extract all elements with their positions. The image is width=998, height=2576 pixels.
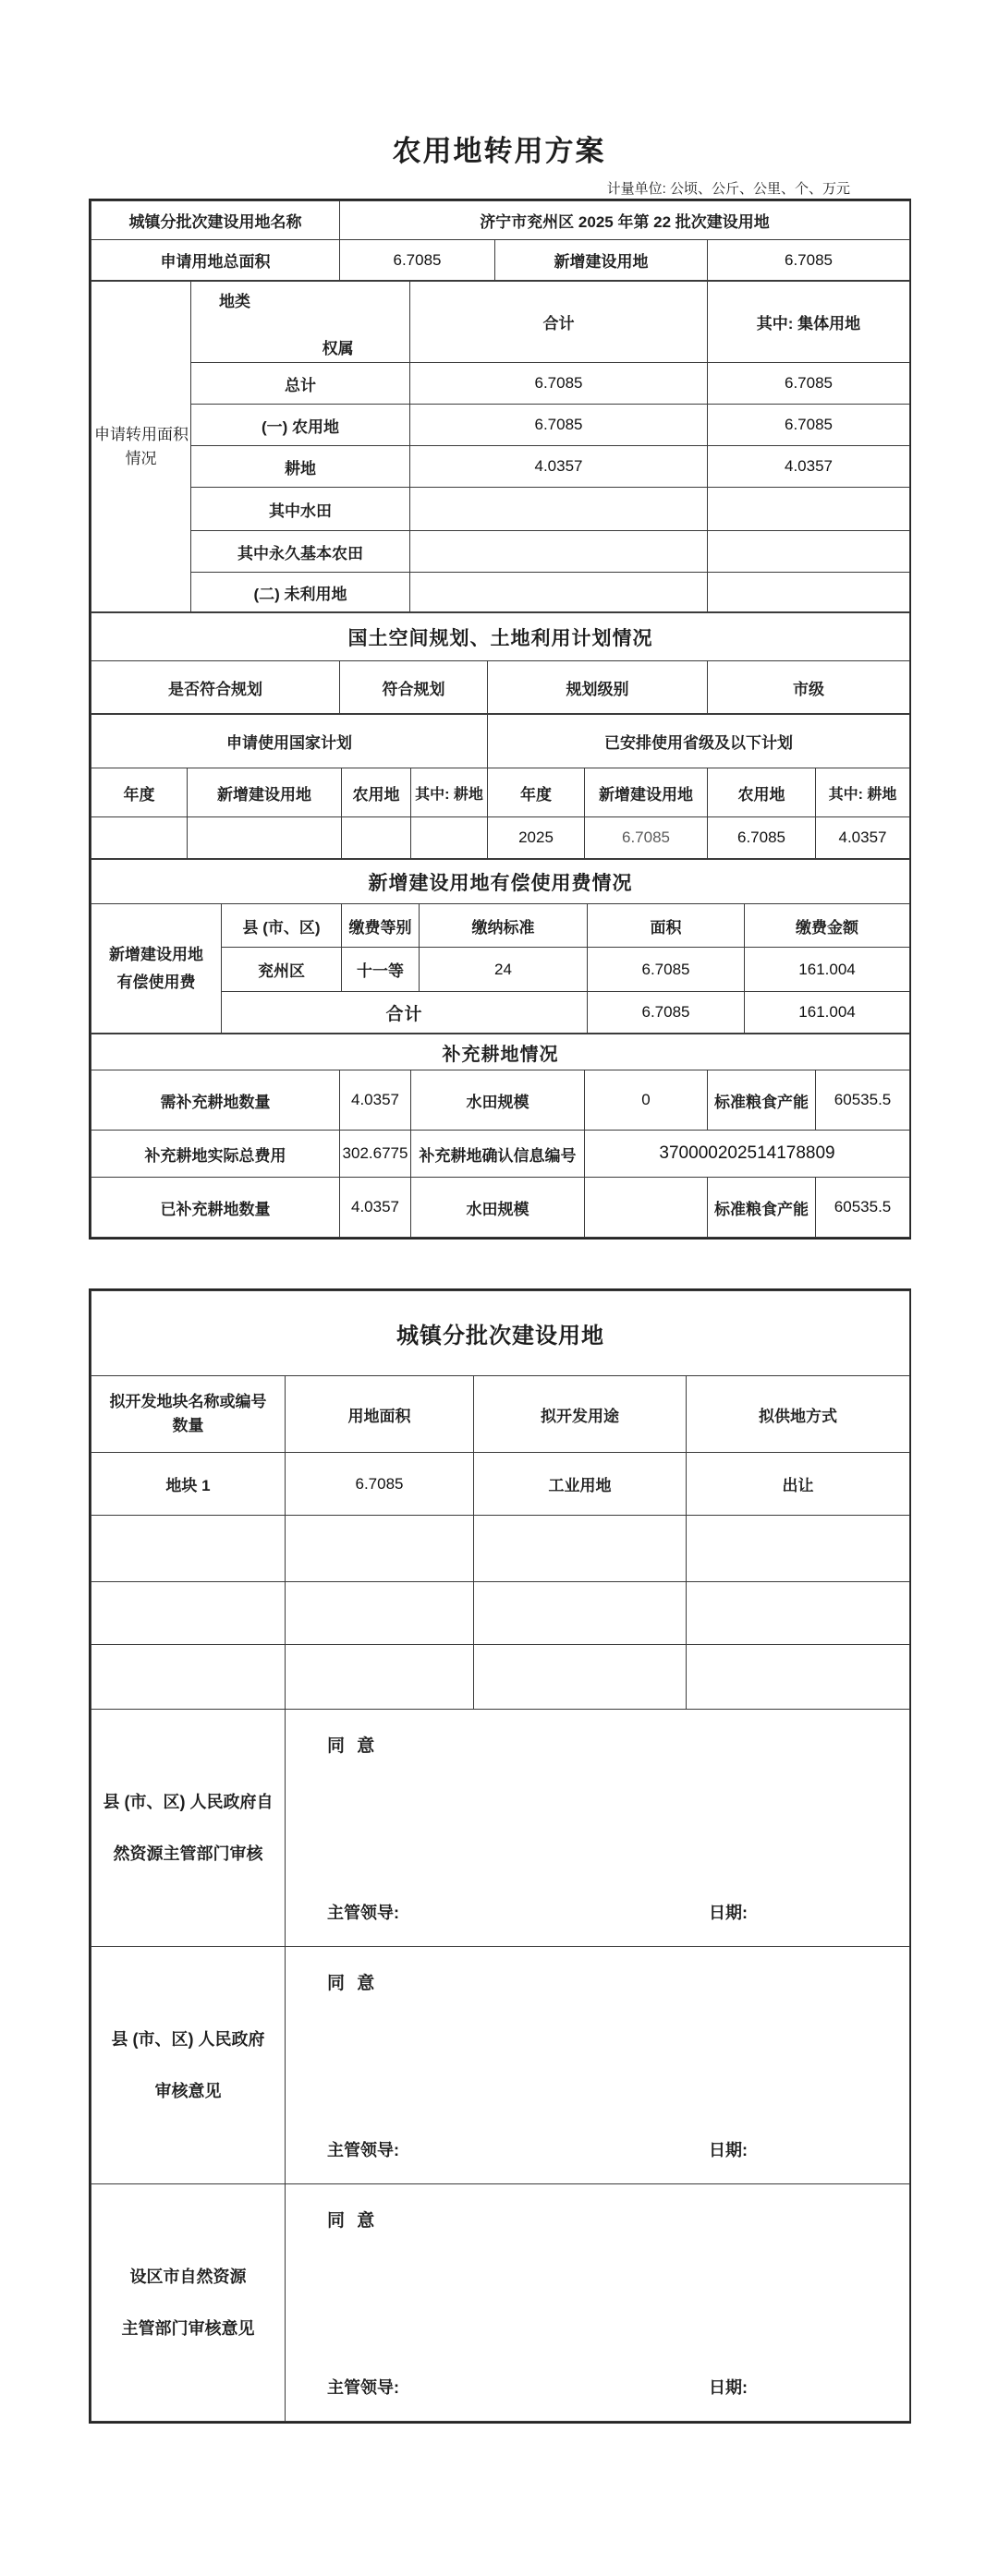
needed-label: 需补充耕地数量	[91, 1070, 340, 1131]
parcel-supply	[687, 1645, 910, 1710]
main-form-table	[89, 199, 911, 1240]
parcel-purpose	[474, 1582, 687, 1645]
parcel-name	[91, 1645, 286, 1710]
parcel-header-area: 用地面积	[286, 1376, 474, 1453]
approval-row-city-bureau	[91, 2184, 910, 2422]
approval-row-county-bureau	[91, 1710, 910, 1947]
table-row	[91, 446, 910, 488]
fee-header-area: 面积	[588, 904, 745, 948]
table-row	[91, 405, 910, 446]
approval-opinion: 同 意	[327, 1736, 379, 1756]
row-collective: 6.7085	[708, 405, 910, 446]
fee-side-label: 新增建设用地 有偿使用费	[91, 904, 222, 1034]
capacity-label: 标准粮食产能	[708, 1070, 816, 1131]
fee-total-area: 6.7085	[588, 992, 745, 1034]
row-collective: 4.0357	[708, 446, 910, 488]
approval-label: 设区市自然资源 主管部门审核意见	[91, 2184, 286, 2422]
page-title: 农用地转用方案	[392, 135, 606, 167]
fee-area: 6.7085	[588, 948, 745, 992]
row-total	[410, 573, 708, 612]
row-total: 6.7085	[410, 405, 708, 446]
supplement-row-done	[91, 1178, 910, 1238]
parcel-row-empty	[91, 1582, 910, 1645]
col-header-total: 合计	[410, 282, 708, 363]
unit-note: 计量单位: 公顷、公斤、公里、个、万元	[606, 181, 850, 197]
paddy-value	[585, 1178, 708, 1238]
plan-level-value: 市级	[708, 661, 910, 714]
parcel-purpose	[474, 1645, 687, 1710]
cost-value: 302.6775	[340, 1131, 411, 1178]
plan-subheader-row	[91, 768, 910, 817]
cost-label: 补充耕地实际总费用	[91, 1131, 340, 1178]
row-total	[410, 531, 708, 573]
subheader-cultivated: 其中: 耕地	[411, 768, 488, 817]
parcel-area	[286, 1645, 474, 1710]
row-label: 耕地	[191, 446, 410, 488]
row-total: 4.0357	[410, 446, 708, 488]
approval-content	[286, 1947, 910, 2184]
table-row	[91, 531, 910, 573]
fee-header-grade: 缴费等别	[342, 904, 420, 948]
fee-amount: 161.004	[745, 948, 910, 992]
parcel-row-empty	[91, 1645, 910, 1710]
parcel-supply	[687, 1582, 910, 1645]
plan-level-label: 规划级别	[488, 661, 708, 714]
supplement-row-needed	[91, 1070, 910, 1131]
total-area-label: 申请用地总面积	[91, 240, 340, 281]
fee-total-label: 合计	[222, 992, 588, 1034]
done-label: 已补充耕地数量	[91, 1178, 340, 1238]
conform-label: 是否符合规划	[91, 661, 340, 714]
paddy-value: 0	[585, 1070, 708, 1131]
parcel-area	[286, 1582, 474, 1645]
subheader-newland: 新增建设用地	[188, 768, 342, 817]
approval-label: 县 (市、区) 人民政府 审核意见	[91, 1947, 286, 2184]
row-label: 总计	[191, 363, 410, 405]
done-value: 4.0357	[340, 1178, 411, 1238]
provincial-plan-header: 已安排使用省级及以下计划	[488, 715, 910, 768]
row-total	[410, 488, 708, 531]
parcel-name	[91, 1582, 286, 1645]
parcel-supply	[687, 1516, 910, 1582]
transfer-area-table	[91, 281, 910, 612]
transfer-side-label: 申请转用面积 情况	[91, 282, 191, 612]
national-newland	[188, 817, 342, 859]
supplement-table	[91, 1034, 910, 1238]
subheader-cultivated: 其中: 耕地	[816, 768, 910, 817]
subheader-farmland: 农用地	[342, 768, 411, 817]
row-label: 其中永久基本农田	[191, 531, 410, 573]
parcel-table	[91, 1290, 910, 2422]
fee-total-amount: 161.004	[745, 992, 910, 1034]
row-collective	[708, 531, 910, 573]
table2-title: 城镇分批次建设用地	[91, 1291, 910, 1376]
total-area-value: 6.7085	[340, 240, 495, 281]
parcel-supply: 出让	[687, 1453, 910, 1516]
parcel-row	[91, 1453, 910, 1516]
national-cultivated	[411, 817, 488, 859]
parcel-purpose	[474, 1516, 687, 1582]
paddy-label: 水田规模	[411, 1070, 585, 1131]
table-row	[91, 573, 910, 612]
leader-signature-label: 主管领导:	[327, 2141, 399, 2159]
capacity-value: 60535.5	[816, 1070, 910, 1131]
parcel-area: 6.7085	[286, 1453, 474, 1516]
batch-name-label: 城镇分批次建设用地名称	[91, 201, 340, 240]
subheader-farmland: 农用地	[708, 768, 816, 817]
date-label: 日期:	[709, 2141, 748, 2159]
batch-info-table	[91, 200, 910, 281]
capacity-label: 标准粮食产能	[708, 1178, 816, 1238]
parcel-area	[286, 1516, 474, 1582]
provincial-newland: 6.7085	[585, 817, 708, 859]
capacity-value: 60535.5	[816, 1178, 910, 1238]
approval-label: 县 (市、区) 人民政府自 然资源主管部门审核	[91, 1710, 286, 1947]
supplement-row-cost	[91, 1131, 910, 1178]
diag-ownership-label: 权属	[322, 339, 354, 357]
date-label: 日期:	[709, 2378, 748, 2397]
table-row	[91, 363, 910, 405]
approval-opinion: 同 意	[327, 1974, 379, 1993]
parcel-approval-table	[89, 1288, 911, 2424]
fee-section-title: 新增建设用地有偿使用费情况	[91, 860, 910, 904]
leader-signature-label: 主管领导:	[327, 1904, 399, 1922]
code-label: 补充耕地确认信息编号	[411, 1131, 585, 1178]
provincial-year: 2025	[488, 817, 585, 859]
row-collective: 6.7085	[708, 363, 910, 405]
batch-name-value: 济宁市兖州区 2025 年第 22 批次建设用地	[340, 201, 910, 240]
new-land-value: 6.7085	[708, 240, 910, 281]
approval-row-county-gov	[91, 1947, 910, 2184]
parcel-header-purpose: 拟开发用途	[474, 1376, 687, 1453]
fee-standard: 24	[420, 948, 588, 992]
national-plan-header: 申请使用国家计划	[91, 715, 488, 768]
fee-county: 兖州区	[222, 948, 342, 992]
row-label: 其中水田	[191, 488, 410, 531]
parcel-row-empty	[91, 1516, 910, 1582]
new-land-label: 新增建设用地	[495, 240, 708, 281]
subheader-year: 年度	[488, 768, 585, 817]
fee-header-county: 县 (市、区)	[222, 904, 342, 948]
approval-content	[286, 2184, 910, 2422]
code-value: 370000202514178809	[585, 1131, 910, 1178]
conform-value: 符合规划	[340, 661, 488, 714]
parcel-header-supply: 拟供地方式	[687, 1376, 910, 1453]
diagonal-header-cell	[191, 282, 410, 363]
paddy-label: 水田规模	[411, 1178, 585, 1238]
row-collective	[708, 488, 910, 531]
fee-grade: 十一等	[342, 948, 420, 992]
date-label: 日期:	[709, 1904, 748, 1922]
national-year	[91, 817, 188, 859]
national-farmland	[342, 817, 411, 859]
provincial-farmland: 6.7085	[708, 817, 816, 859]
row-collective	[708, 573, 910, 612]
supplement-section-title: 补充耕地情况	[91, 1034, 910, 1070]
parcel-header-row	[91, 1376, 910, 1453]
col-header-collective: 其中: 集体用地	[708, 282, 910, 363]
row-total: 6.7085	[410, 363, 708, 405]
needed-value: 4.0357	[340, 1070, 411, 1131]
subheader-year: 年度	[91, 768, 188, 817]
diag-landtype-label: 地类	[219, 292, 250, 310]
leader-signature-label: 主管领导:	[327, 2378, 399, 2397]
parcel-purpose: 工业用地	[474, 1453, 687, 1516]
provincial-cultivated: 4.0357	[816, 817, 910, 859]
fee-table	[91, 859, 910, 1034]
fee-header-standard: 缴纳标准	[420, 904, 588, 948]
table-row	[91, 488, 910, 531]
plan-usage-table	[91, 714, 910, 859]
parcel-header-name: 拟开发地块名称或编号 数量	[91, 1376, 286, 1453]
fee-header-amount: 缴费金额	[745, 904, 910, 948]
planning-table	[91, 612, 910, 714]
subheader-newland: 新增建设用地	[585, 768, 708, 817]
planning-section-title: 国土空间规划、土地利用计划情况	[91, 613, 910, 661]
parcel-name	[91, 1516, 286, 1582]
row-label: (一) 农用地	[191, 405, 410, 446]
plan-data-row	[91, 817, 910, 859]
row-label: (二) 未利用地	[191, 573, 410, 612]
parcel-name: 地块 1	[91, 1453, 286, 1516]
approval-opinion: 同 意	[327, 2211, 379, 2231]
approval-content	[286, 1710, 910, 1947]
